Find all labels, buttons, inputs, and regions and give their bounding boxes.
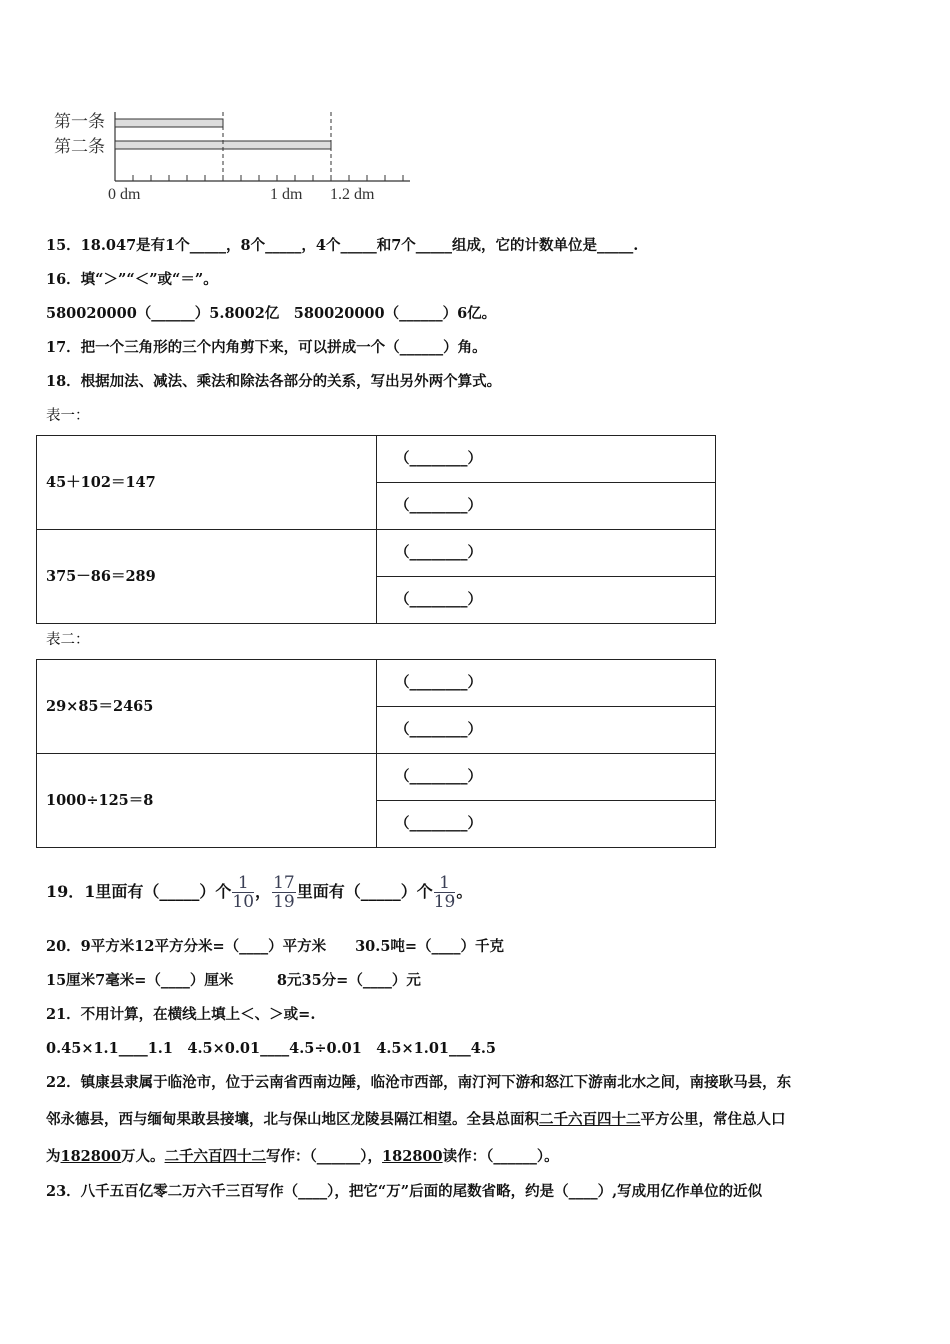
question-18: 18．根据加法、减法、乘法和除法各部分的关系，写出另外两个算式。 (46, 373, 502, 390)
question-20: 20．9平方米12平方分米=（____）平方米 30.5吨=（____）千克 (46, 938, 505, 955)
question-23: 23．八千五百亿零二万六千三百写作（____），把它“万”后面的尾数省略，约是（____）,写成用亿作单位的近似 (46, 1183, 763, 1200)
question-22-line-1: 22．镇康县隶属于临沧市，位于云南省西南边陲，临沧市西部，南汀河下游和怒江下游南北水之间，南接耿马县，东 (46, 1074, 792, 1091)
text: 为 (46, 1148, 61, 1165)
text: 写作：（______）， (266, 1148, 383, 1165)
q19-text-4: 。 (456, 882, 473, 901)
fraction-1-10 (232, 874, 254, 911)
underlined-text: 182800 (60, 1148, 122, 1165)
underlined-text: 182800 (382, 1148, 443, 1165)
question-20-items: 15厘米7毫米=（____）厘米 8元35分=（____）元 (46, 972, 421, 989)
fraction-17-19 (272, 874, 296, 911)
text: 邻永德县，西与缅甸果敢县接壤，北与保山地区龙陵县隔江相望。全县总面积 (46, 1111, 539, 1128)
text: 平方公里，常住总人口 (640, 1111, 786, 1128)
answer-cell[interactable]: （________） (377, 754, 716, 801)
line-segment-diagram (0, 0, 450, 236)
denominator: 19 (273, 892, 295, 912)
equation-cell: 1000÷125＝8 (37, 754, 377, 848)
question-21-items: 0.45×1.1____1.1 4.5×0.01____4.5÷0.01 4.5×1.01___4.5 (46, 1040, 496, 1057)
fraction-1-19 (434, 874, 456, 911)
axis-label-1: 1 dm (270, 186, 303, 203)
table-1 (36, 435, 716, 624)
numerator: 17 (273, 873, 295, 893)
equation-cell: 29×85＝2465 (37, 660, 377, 754)
q19-text-2: ， (255, 882, 272, 901)
axis-ticks (133, 175, 403, 181)
row-label-2: 第二条 (54, 137, 105, 156)
question-16-items: 580020000（______）5.8002亿 580020000（______）6亿。 (46, 305, 497, 322)
axis-label-1-2: 1.2 dm (330, 186, 375, 203)
answer-cell[interactable]: （________） (377, 660, 716, 707)
denominator: 19 (433, 892, 456, 912)
question-22-line-2 (46, 1110, 916, 1130)
question-21: 21．不用计算，在横线上填上＜、＞或=. (46, 1006, 316, 1023)
bar-first (115, 119, 223, 127)
question-19 (46, 872, 916, 912)
table1-label: 表一： (46, 408, 90, 424)
answer-cell[interactable]: （________） (377, 801, 716, 848)
answer-cell[interactable]: （________） (377, 436, 716, 483)
equation-cell: 375－86＝289 (37, 530, 377, 624)
underlined-text: 二千六百四十二 (164, 1148, 267, 1165)
question-17: 17．把一个三角形的三个内角剪下来，可以拼成一个（______）角。 (46, 339, 487, 356)
q19-text-3: 里面有（_____）个 (296, 882, 433, 901)
table2-label: 表二： (46, 632, 90, 648)
numerator: 1 (434, 874, 456, 893)
answer-cell[interactable]: （________） (377, 577, 716, 624)
text: 读作：（______）。 (442, 1148, 559, 1165)
question-15: 15．18.047是有1个_____，8个_____，4个_____和7个_____组成，它的计数单位是_____. (46, 237, 639, 254)
axis-label-0: 0 dm (108, 186, 141, 203)
row-label-1: 第一条 (54, 112, 105, 131)
answer-cell[interactable]: （________） (377, 483, 716, 530)
answer-cell[interactable]: （________） (377, 530, 716, 577)
q19-text-1: 19．1里面有（_____）个 (46, 882, 232, 901)
table-2 (36, 659, 716, 848)
question-16: 16．填“＞”“＜”或“＝”。 (46, 271, 218, 288)
answer-cell[interactable]: （________） (377, 707, 716, 754)
numerator: 1 (232, 874, 254, 893)
text: 万人。 (121, 1148, 165, 1165)
equation-cell: 45＋102＝147 (37, 436, 377, 530)
question-22-line-3 (46, 1147, 916, 1167)
denominator: 10 (232, 892, 255, 912)
underlined-text: 二千六百四十二 (539, 1111, 641, 1128)
